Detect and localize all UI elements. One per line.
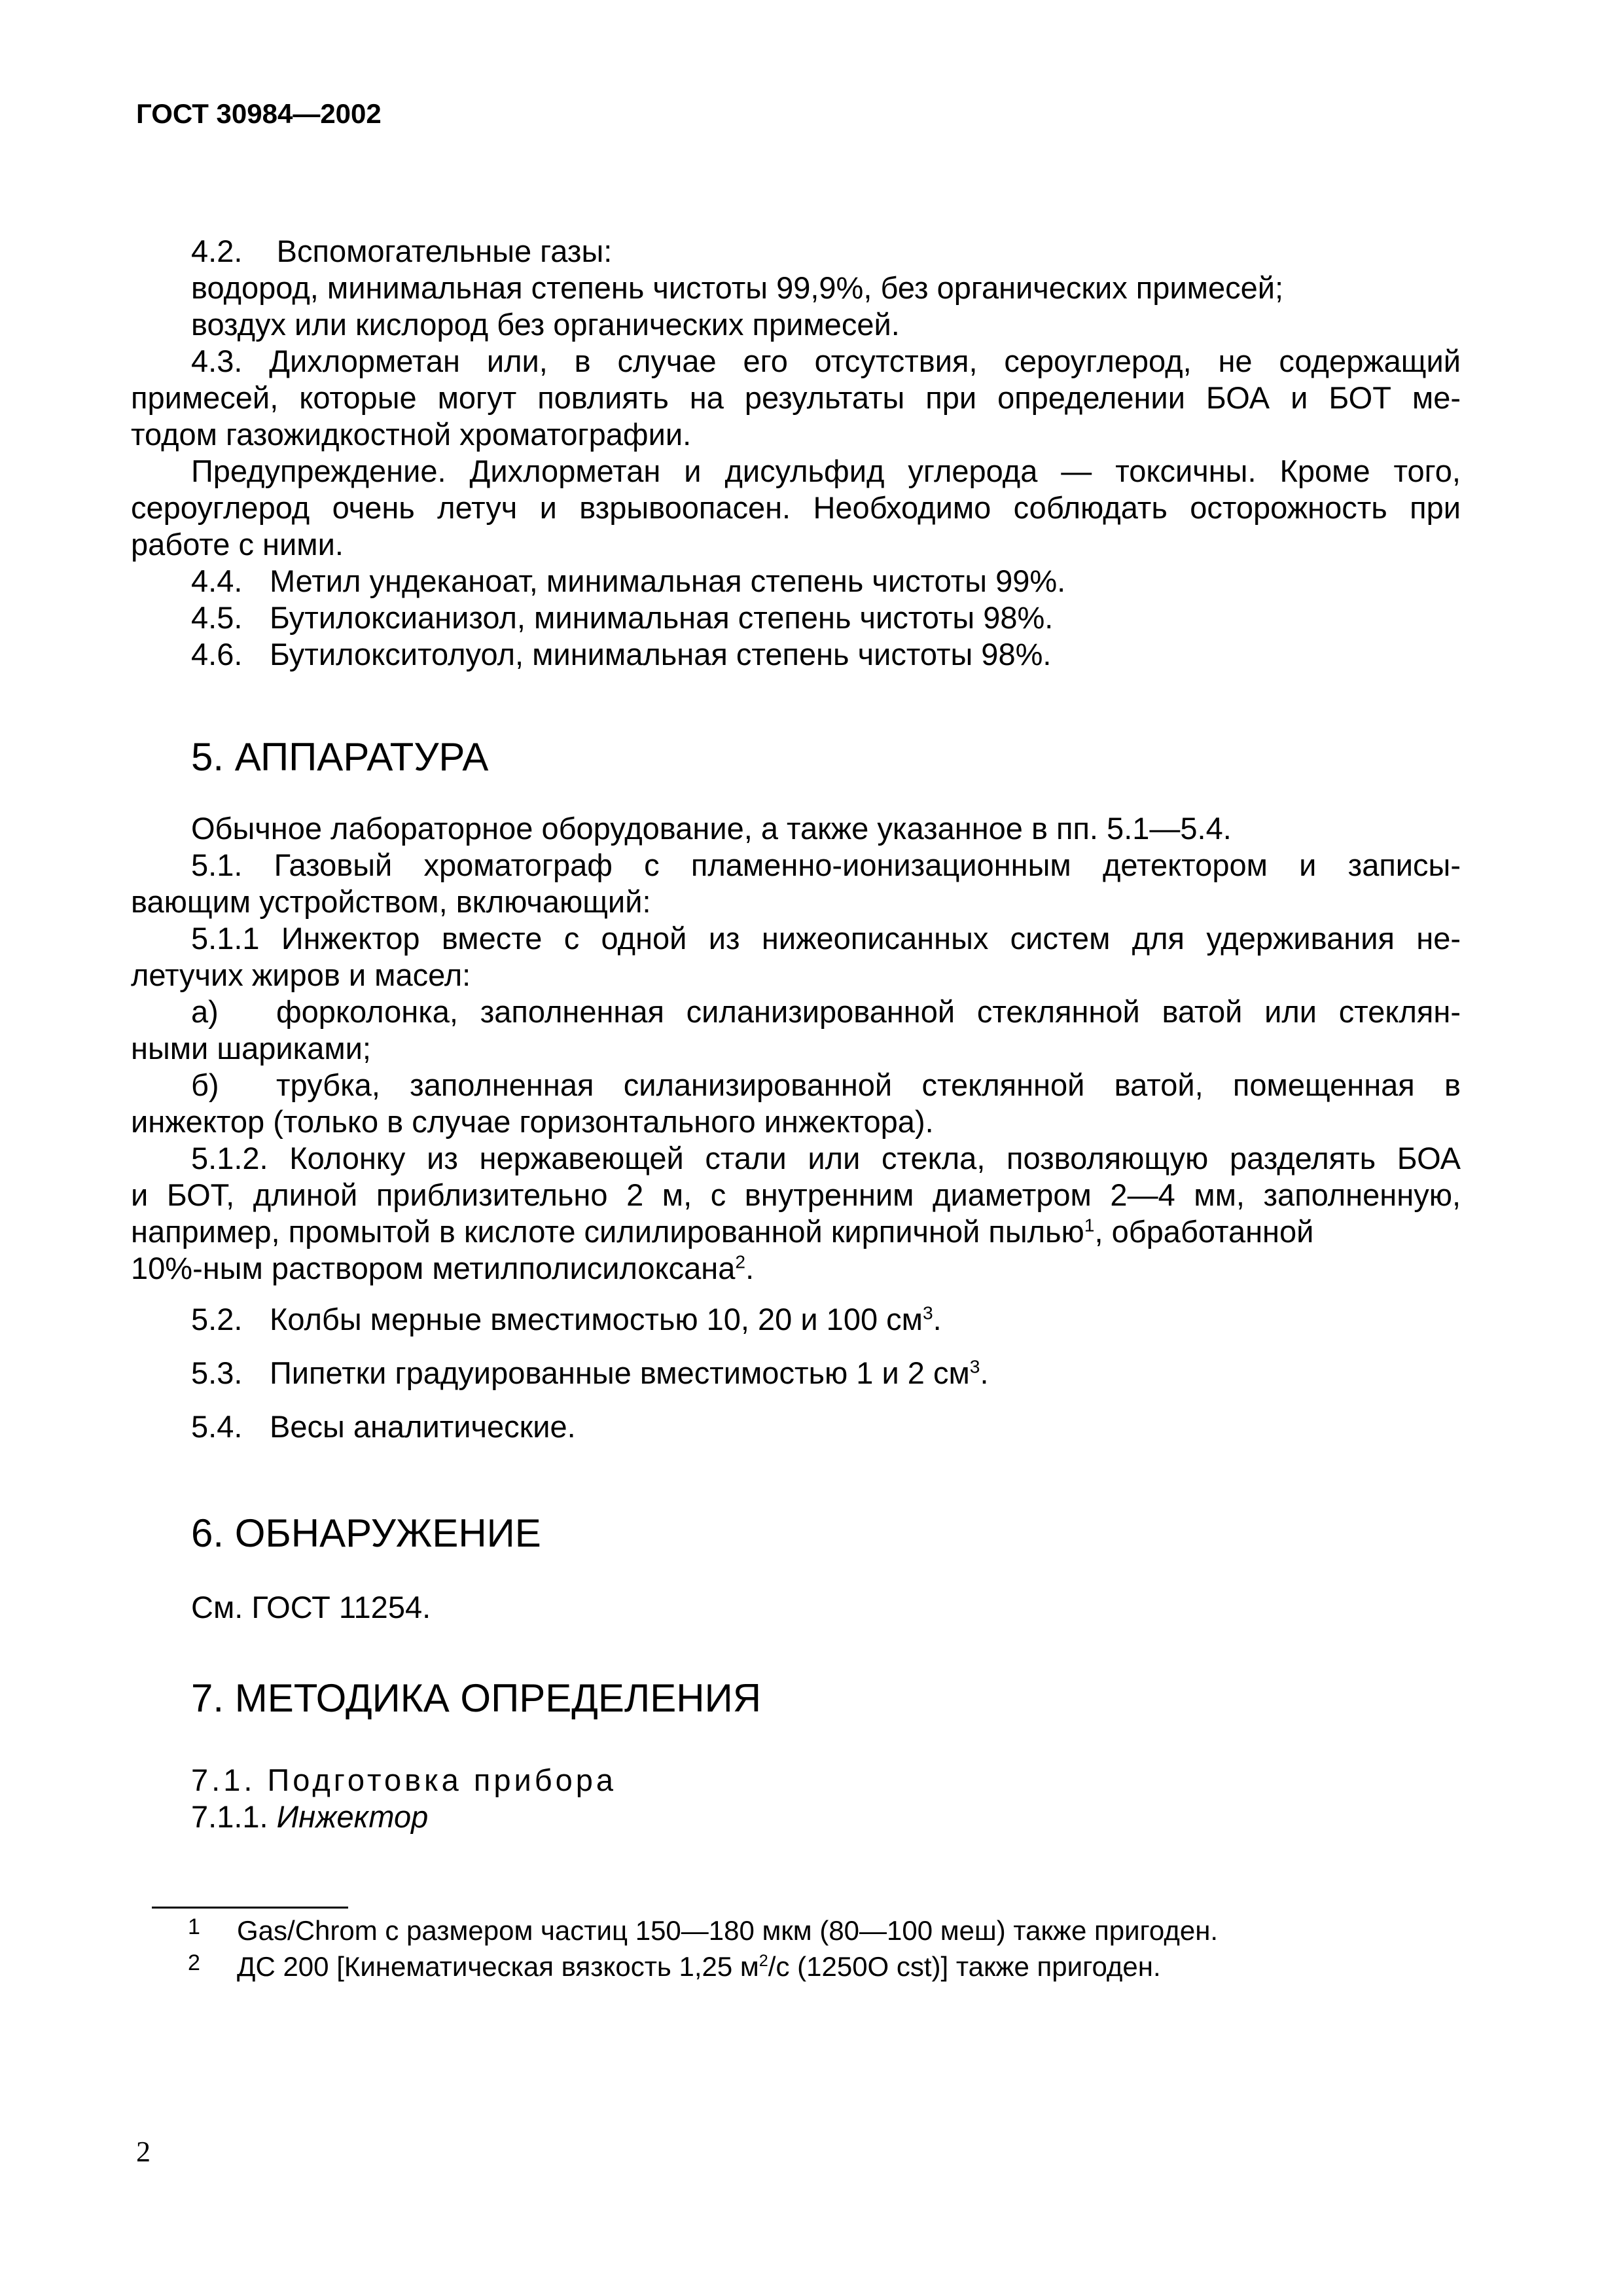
footnote-1-text: Gas/Chrom с размером частиц 150—180 мкм (80—100 меш) также пригоден.	[237, 1915, 1219, 1946]
p4-4-line: 4.4. Метил ундеканоат, минимальная степень чистоты 99%.	[191, 564, 1066, 598]
item-a-line-1: а) форколонка, заполненная силанизированной стеклянной ватой или стеклян-	[191, 994, 1461, 1029]
p4-6-line: 4.6. Бутилокситолуол, минимальная степень чистоты 98%.	[191, 637, 1052, 672]
section-7-heading: 7. МЕТОДИКА ОПРЕДЕЛЕНИЯ	[191, 1676, 762, 1720]
p5-1-line-1: 5.1. Газовый хроматограф с пламенно-ионизационным детектором и записы-	[191, 848, 1461, 882]
p5-1-line-2: вающим устройством, включающий:	[131, 884, 651, 919]
page-number: 2	[136, 2136, 151, 2168]
section-7-body	[191, 1762, 1461, 1835]
section-6-heading: 6. ОБНАРУЖЕНИЕ	[191, 1511, 541, 1555]
p5-1-2-line-1: 5.1.2. Колонку из нержавеющей стали или стекла, позволяющую разделять БОА	[191, 1141, 1461, 1175]
p5-2-line: 5.2. Колбы мерные вместимостью 10, 20 и 100 $см^3$.	[191, 1302, 942, 1336]
footnote-1	[152, 1914, 1461, 1947]
warning-line-1: Предупреждение. Дихлорметан и дисульфид углерода — токсичны. Кроме того,	[191, 454, 1461, 488]
document-code: ГОСТ 30984—2002	[136, 98, 382, 129]
p4-2-num: 4.2.	[191, 234, 243, 268]
item-b-line-1: б) трубка, заполненная силанизированной стеклянной ватой, помещенная в	[191, 1067, 1461, 1102]
p4-2-title: Вспомогательные газы:	[276, 234, 613, 268]
footnote-2: 2 ДС 200 [Кинематическая вязкость 1,25 $м^2/с$ (1250O cst)] также пригоден.	[152, 1950, 1461, 1983]
p4-3-line-3: тодом газожидкостной хроматографии.	[131, 417, 692, 452]
item-a-label: а)	[191, 994, 219, 1029]
p5-1-1-line-2: летучих жиров и масел:	[131, 958, 471, 992]
p4-2-line-2: воздух или кислород без органических примесей.	[191, 307, 900, 342]
warning-line-3: работе с ними.	[131, 527, 344, 562]
p4-5-line: 4.5. Бутилоксианизол, минимальная степень чистоты 98%.	[191, 600, 1054, 635]
p4-2-line-1: водород, минимальная степень чистоты 99,9%, без органических примесей;	[191, 270, 1284, 305]
p5-1-1-line-1: 5.1.1 Инжектор вместе с одной из нижеописанных систем для удерживания не-	[191, 921, 1461, 956]
footnote-1-num: 1	[188, 1914, 200, 1939]
s5-intro: Обычное лабораторное оборудование, а также указанное в пп. 5.1—5.4.	[191, 811, 1232, 846]
p5-1-2-line-4: 10%-ным раствором метилполисилоксана$^2$.	[131, 1251, 755, 1285]
footnote-2-num: 2	[188, 1950, 200, 1975]
footnote-ref-1: 1	[1084, 1214, 1095, 1236]
p4-3-line-2: примесей, которые могут повлиять на результаты при определении БОА и БОТ ме-	[131, 380, 1461, 415]
item-b-label: б)	[191, 1067, 219, 1102]
footnote-ref-2: 2	[735, 1251, 746, 1272]
p5-4-line: 5.4. Весы аналитические.	[191, 1409, 576, 1444]
warning-line-2: сероуглерод очень летуч и взрывоопасен. Необходимо соблюдать осторожность при	[131, 490, 1461, 525]
section-5-body	[131, 810, 1461, 1445]
p5-3-line: 5.3. Пипетки градуированные вместимостью 1 и 2 $см^3$.	[191, 1355, 989, 1390]
p4-3-line-1: 4.3. Дихлорметан или, в случае его отсутствия, сероуглерод, не содержащий	[191, 344, 1461, 378]
section-4-body	[131, 233, 1461, 673]
item-b-line-2: инжектор (только в случае горизонтального инжектора).	[131, 1104, 934, 1139]
subsection-7-1: 7.1. Подготовка прибора	[191, 1763, 617, 1797]
section-5-heading: 5. АППАРАТУРА	[191, 735, 489, 779]
p5-1-2-line-2: и БОТ, длиной приблизительно 2 м, с внутренним диаметром 2—4 мм, заполненную,	[131, 1177, 1461, 1212]
footnote-separator	[152, 1907, 348, 1909]
p5-1-2-line-3: например, промытой в кислоте силилированной кирпичной пылью$^1$, обработанной	[131, 1214, 1314, 1249]
section-6-text: См. ГОСТ 11254.	[191, 1590, 431, 1624]
p4-2-line	[191, 233, 1461, 270]
subsection-7-1-1: 7.1.1. Инжектор	[191, 1799, 429, 1834]
item-a-line-2: ными шариками;	[131, 1031, 371, 1066]
